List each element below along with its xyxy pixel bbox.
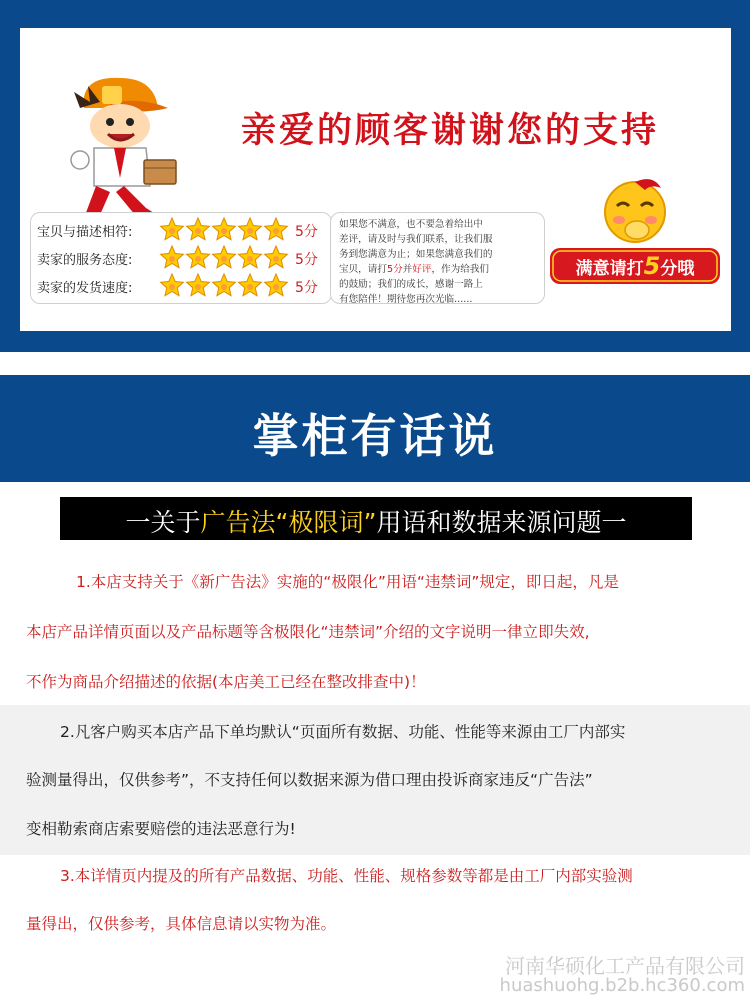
ad-law-banner <box>60 497 692 540</box>
thanks-title: 亲爱的顾客谢谢您的支持 <box>240 110 659 151</box>
star-face-icon <box>247 256 253 262</box>
star-face-icon <box>247 228 253 234</box>
rating-row-delivery <box>37 273 329 299</box>
star-face-icon <box>169 228 175 234</box>
rating-label: 卖家的服务态度: <box>37 253 133 268</box>
star-face-icon <box>273 284 279 290</box>
star-face-icon <box>195 256 201 262</box>
notice-line: 本店产品详情页面以及产品标题等含极限化“违禁词”介绍的文字说明一律立即失效, <box>26 623 590 641</box>
rating-score: 5分 <box>295 224 318 240</box>
rating-score: 5分 <box>295 280 318 296</box>
notice-line: 量得出，仅供参考，具体信息请以实物为准。 <box>26 915 337 933</box>
notice-line: 变相勒索商店索要赔偿的违法恶意行为! <box>26 820 296 838</box>
rate-five-badge <box>550 248 720 284</box>
note-line: 的鼓励；我们的成长，感谢一路上 <box>339 279 483 290</box>
notice-paragraph-3 <box>0 855 750 945</box>
star-face-icon <box>247 284 253 290</box>
star-face-icon <box>221 256 227 262</box>
star-face-icon <box>221 284 227 290</box>
note-line: 如果您不满意，也不要急着给出中 <box>339 219 483 230</box>
company-url-watermark: huashuohg.b2b.hc360.com <box>499 975 745 996</box>
star-face-icon <box>169 284 175 290</box>
review-request-note <box>330 212 545 304</box>
note-line: 有您陪伴！期待您再次光临...... <box>339 294 473 305</box>
notice-line: 3.本详情页内提及的所有产品数据、功能、性能、规格参数等都是由工厂内部实验测 <box>60 867 633 885</box>
note-line: 差评，请及时与我们联系，让我们服 <box>339 234 493 245</box>
rating-score: 5分 <box>295 252 318 268</box>
top-banner <box>0 0 750 352</box>
notice-line: 1.本店支持关于《新广告法》实施的“极限化”用语“违禁词”规定，即日起，凡是 <box>76 573 619 591</box>
five-stars-icon <box>159 217 289 243</box>
badge-text: 满意请打5分哦 <box>575 252 695 280</box>
note-line: 宝贝，请打5分并好评，作为给我们 <box>339 264 490 275</box>
rating-label: 卖家的发货速度: <box>37 281 133 296</box>
shopkeeper-title: 掌柜有话说 <box>252 409 498 463</box>
star-face-icon <box>273 256 279 262</box>
star-face-icon <box>273 228 279 234</box>
notice-line: 2.凡客户购买本店产品下单均默认“页面所有数据、功能、性能等来源由工厂内部实 <box>60 723 626 741</box>
five-stars-icon <box>159 273 289 299</box>
star-face-icon <box>221 228 227 234</box>
thanks-card <box>20 28 731 331</box>
rating-row-description <box>37 217 329 243</box>
star-face-icon <box>195 228 201 234</box>
star-face-icon <box>195 284 201 290</box>
note-line: 务到您满意为止；如果您满意我们的 <box>339 249 493 260</box>
notice-line: 验测量得出，仅供参考”，不支持任何以数据来源为借口理由投诉商家违反“广告法” <box>26 771 593 789</box>
ad-law-banner-text: 一关于广告法“极限词”用语和数据来源问题一 <box>125 508 627 537</box>
shop-rating-box <box>30 212 332 304</box>
five-stars-icon <box>159 245 289 271</box>
rating-row-service <box>37 245 329 271</box>
notice-line: 不作为商品介绍描述的依据(本店美工已经在整改排查中)！ <box>26 673 426 691</box>
smiley-face-icon <box>595 168 675 248</box>
rating-label: 宝贝与描述相符: <box>37 225 133 240</box>
notice-paragraph-1 <box>0 560 750 705</box>
notice-paragraph-2 <box>0 705 750 855</box>
company-watermark: 河南华硕化工产品有限公司 <box>505 954 745 978</box>
shopkeeper-header <box>0 375 750 482</box>
star-face-icon <box>169 256 175 262</box>
